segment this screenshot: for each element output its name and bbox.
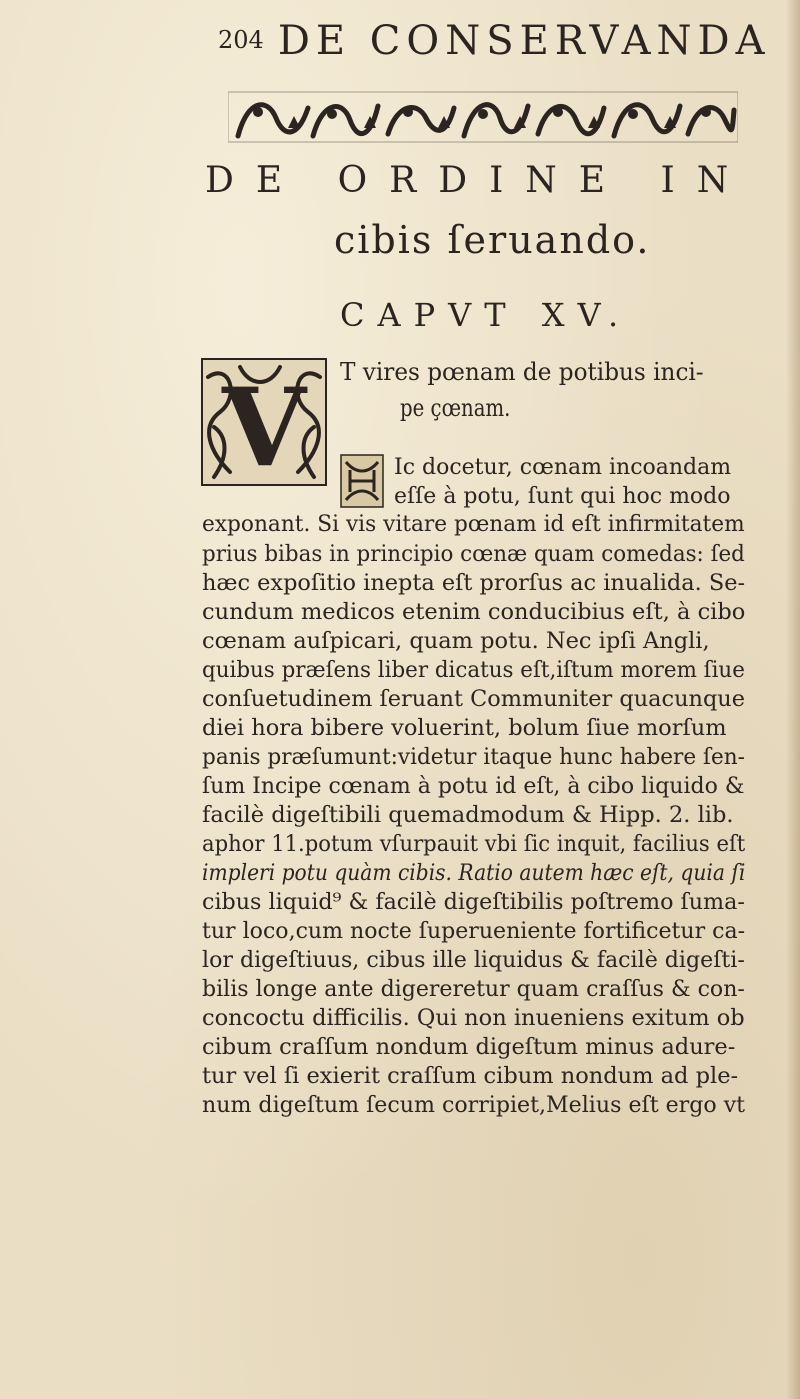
body-line: hæc expoſitio inepta eſt prorſus ac inualida. Se- (202, 570, 746, 596)
title-line-2: cibis ſeruando. (334, 218, 651, 262)
body-line: aphor 11.potum vſurpauit vbi ſic inquit, facilius eſt (202, 831, 746, 857)
running-head-title: DE CONSERVANDA (277, 18, 771, 64)
body-line: exponant. Si vis vitare pœnam id eſt infirmitatem (202, 512, 745, 537)
page-edge-shadow (786, 0, 800, 1399)
chapter-summary-line-1: T vires pœnam de potibus inci- (340, 358, 704, 386)
body-line: conſuetudinem ſeruant Communiter quacunque (202, 686, 745, 712)
body-line: quibus præſens liber dicatus eſt,iſtum morem ſiue (202, 657, 745, 683)
page-number: 204 (218, 26, 264, 54)
body-line: tur vel ſi exierit craſſum cibum nondum ad ple- (202, 1063, 739, 1089)
ornamental-headband (228, 88, 738, 148)
body-line: bilis longe ante digereretur quam craſſus & con- (202, 976, 745, 1002)
body-line: cibum craſſum nondum digeſtum minus adure- (202, 1034, 736, 1060)
running-head (218, 18, 771, 64)
body-line: eſſe à potu, ſunt qui hoc modo (394, 484, 731, 509)
body-line: num digeſtum ſecum corripiet,Melius eſt ergo vt (202, 1092, 746, 1118)
body-line: diei hora bibere voluerint, bolum ſiue morſum (202, 715, 727, 741)
chapter-summary-line-2: pe çœnam. (400, 394, 511, 422)
chapter-heading: CAPVT XV. (340, 296, 632, 334)
body-line: cibus liquid⁹ & facilè digeſtibilis poſtremo ſuma- (202, 889, 745, 915)
decorated-initial-v (200, 357, 328, 487)
body-line: cœnam auſpicari, quam potu. Nec ipſi Angli, (202, 628, 710, 654)
body-line: Ic docetur, cœnam incoandam (394, 455, 732, 480)
body-line: impleri potu quàm cibis. Ratio autem hæc eſt, quia ſi (202, 860, 746, 886)
ornamental-small-initial (340, 454, 384, 508)
body-line: cundum medicos etenim conducibius eſt, à cibo (202, 599, 746, 625)
body-line: ſum Incipe cœnam à potu id eſt, à cibo liquido & (202, 773, 745, 799)
body-line: facilè digeſtibili quemadmodum & Hipp. 2. lib. (202, 802, 734, 828)
body-line: tur loco,cum nocte ſuperueniente fortificetur ca- (202, 918, 746, 944)
body-line: prius bibas in principio cœnæ quam comedas: ſed (202, 541, 745, 567)
body-line: panis præſumunt:videtur itaque hunc habere ſen- (202, 744, 745, 770)
body-line: lor digeſtiuus, cibus ille liquidus & facilè digeſti- (202, 947, 745, 973)
initial-letter: V (222, 365, 306, 487)
title-line-1: DE ORDINE IN (205, 160, 751, 201)
body-line: concoctu difficilis. Qui non inueniens exitum ob (202, 1005, 745, 1031)
